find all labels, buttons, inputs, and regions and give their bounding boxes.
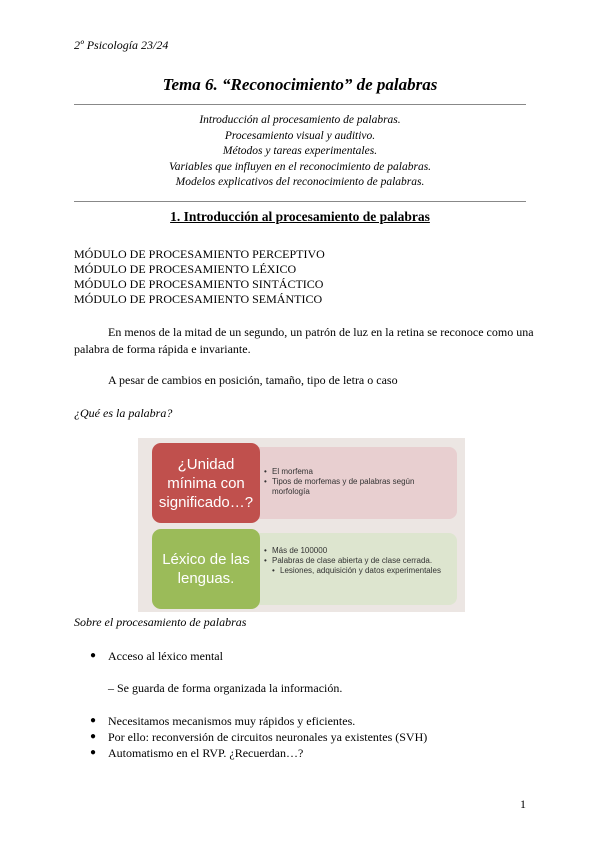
- processing-heading: Sobre el procesamiento de palabras: [74, 615, 247, 629]
- diagram-list-item: El morfema: [272, 467, 313, 476]
- diagram-list-item: Tipos de morfemas y de palabras según morfología: [271, 477, 415, 496]
- dash-note: – Se guarda de forma organizada la información.: [108, 681, 343, 695]
- module-item: MÓDULO DE PROCESAMIENTO SINTÁCTICO: [74, 277, 324, 291]
- module-item: MÓDULO DE PROCESAMIENTO LÉXICO: [74, 262, 297, 276]
- bullet-item: Por ello: reconversión de circuitos neuronales ya existentes (SVH): [108, 730, 428, 744]
- toc-item: Variables que influyen en el reconocimiento de palabras.: [168, 160, 432, 173]
- diagram-list-subitem: Lesiones, adquisición y datos experimentales: [280, 566, 441, 575]
- diagram-list-top: • El morfema • Tipos de morfemas y de palabras según morfología: [264, 467, 454, 497]
- running-header: 2º Psicología 23/24: [74, 38, 169, 52]
- bullet-item: Automatismo en el RVP. ¿Recuerdan…?: [108, 746, 304, 760]
- divider-top: [74, 104, 526, 105]
- page-number: 1: [520, 797, 526, 811]
- bullet-item: Necesitamos mecanismos muy rápidos y eficientes.: [108, 714, 356, 728]
- diagram-list-item: Palabras de clase abierta y de clase cerrada.: [272, 556, 433, 565]
- word-diagram: [138, 438, 465, 612]
- toc-item: Métodos y tareas experimentales.: [222, 145, 378, 157]
- diagram-list-bottom: • Más de 100000 • Palabras de clase abierta y de clase cerrada. • Lesiones, adquisición y datos experimentales: [264, 546, 441, 575]
- page-title: Tema 6. “Reconocimiento” de palabras: [162, 75, 438, 94]
- diagram-box-unit: ¿Unidad mínima con significado…?: [152, 443, 260, 523]
- paragraph-2: A pesar de cambios en posición, tamaño, tipo de letra o caso: [108, 373, 398, 387]
- table-of-contents: [74, 113, 526, 191]
- toc-item: Modelos explicativos del reconocimiento de palabras.: [175, 176, 425, 188]
- section-heading: 1. Introducción al procesamiento de palabras: [170, 209, 430, 224]
- bullet-list-1: ● Acceso al léxico mental: [90, 649, 223, 663]
- toc-item: Introducción al procesamiento de palabras.: [199, 114, 401, 126]
- module-list: [74, 247, 325, 307]
- bullet-list-2: ● Necesitamos mecanismos muy rápidos y eficientes. ● Por ello: reconversión de circuitos neuronales ya existentes (SVH) ● Automatismo en el RVP. ¿Recuerdan…?: [90, 714, 428, 760]
- module-item: MÓDULO DE PROCESAMIENTO PERCEPTIVO: [74, 247, 325, 261]
- divider-bottom: [74, 201, 526, 202]
- diagram-list-item: Más de 100000: [272, 546, 328, 555]
- question-label: ¿Qué es la palabra?: [74, 406, 173, 420]
- toc-item: Procesamiento visual y auditivo.: [224, 129, 376, 142]
- paragraph-1: En menos de la mitad de un segundo, un patrón de luz en la retina se reconoce como una palabra de forma rápida e invariante.: [74, 325, 534, 356]
- diagram-box-lexicon: Léxico de las lenguas.: [152, 529, 260, 609]
- bullet-item: Acceso al léxico mental: [108, 649, 223, 663]
- module-item: MÓDULO DE PROCESAMIENTO SEMÁNTICO: [74, 292, 323, 306]
